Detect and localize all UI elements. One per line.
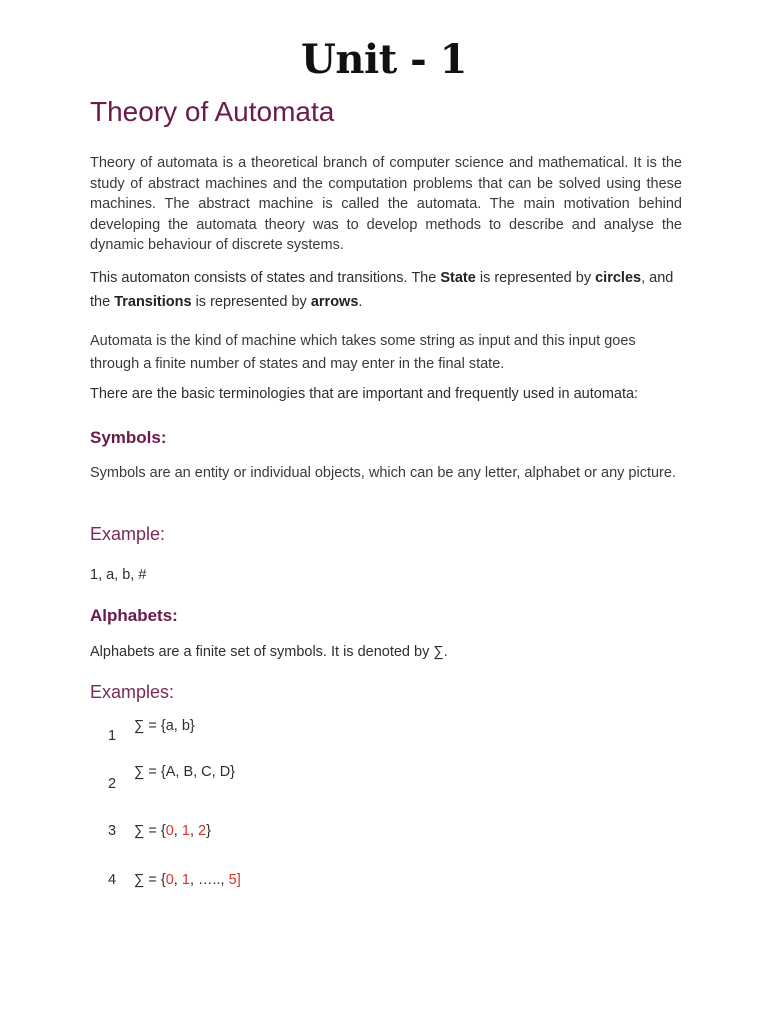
example-body: a, b} <box>165 718 195 734</box>
states-text-1: This automaton consists of states and transitions. The <box>90 270 441 286</box>
example-number: 1 <box>108 728 117 744</box>
example-number: 2 <box>108 776 117 792</box>
state-term: State <box>440 270 476 286</box>
machine-paragraph: Automata is the kind of machine which takes some string as input and this input goes through a finite number of states and may enter in the final state. <box>90 333 636 372</box>
symbols-example-text: 1, a, b, # <box>90 567 147 583</box>
main-heading: Theory of Automata <box>90 96 335 127</box>
example-value: 0 <box>165 872 174 888</box>
states-text-2: is represented by <box>475 270 596 286</box>
example-expression <box>134 764 235 780</box>
example-prefix: ∑ = { <box>134 872 166 888</box>
example-value: 5 <box>228 872 237 888</box>
transitions-term: Transitions <box>114 294 192 310</box>
example-prefix: ∑ = { <box>134 718 166 734</box>
example-value: 2 <box>198 823 207 839</box>
example-prefix: ∑ = { <box>134 764 166 780</box>
unit-title: Unit - 1 <box>301 36 467 83</box>
example-value: 1 <box>181 872 190 888</box>
example-end: } <box>206 823 211 839</box>
example-separator: , <box>173 823 182 839</box>
terminology-paragraph: There are the basic terminologies that are important and frequently used in automata: <box>90 386 639 402</box>
alphabets-description: Alphabets are a finite set of symbols. It is denoted by ∑. <box>90 644 448 660</box>
circles-term: circles <box>595 270 642 286</box>
states-text-5: . <box>358 294 363 310</box>
alphabets-heading: Alphabets: <box>90 606 178 625</box>
alphabets-examples-heading: Examples: <box>90 682 175 702</box>
arrows-term: arrows <box>310 294 359 310</box>
example-expression <box>134 823 211 839</box>
states-text-4: is represented by <box>191 294 311 310</box>
symbols-description: Symbols are an entity or individual objects, which can be any letter, alphabet or any picture. <box>90 465 676 481</box>
example-number: 4 <box>108 872 117 888</box>
example-expression <box>134 718 195 734</box>
symbols-example-heading: Example: <box>90 524 166 544</box>
example-separator: , <box>189 823 198 839</box>
example-end: ] <box>236 872 241 888</box>
example-number: 3 <box>108 823 117 839</box>
states-text-3: , and the <box>90 270 674 310</box>
example-separator: , ….., <box>189 872 229 888</box>
example-expression <box>134 872 241 888</box>
example-prefix: ∑ = { <box>134 823 166 839</box>
example-value: 0 <box>165 823 174 839</box>
example-separator: , <box>173 872 182 888</box>
states-paragraph <box>90 266 682 314</box>
example-body: A, B, C, D} <box>165 764 236 780</box>
symbols-heading: Symbols: <box>90 428 167 447</box>
example-value: 1 <box>181 823 190 839</box>
intro-paragraph: Theory of automata is a theoretical branch of computer science and mathematical. It is the study of abstract machines and the computation problems that can be solved using these machines. The abstract machine is called the automata. The main motivation behind developing the automata theory was to develop methods to describe and analyse the dynamic behaviour of discrete systems. <box>90 155 682 253</box>
